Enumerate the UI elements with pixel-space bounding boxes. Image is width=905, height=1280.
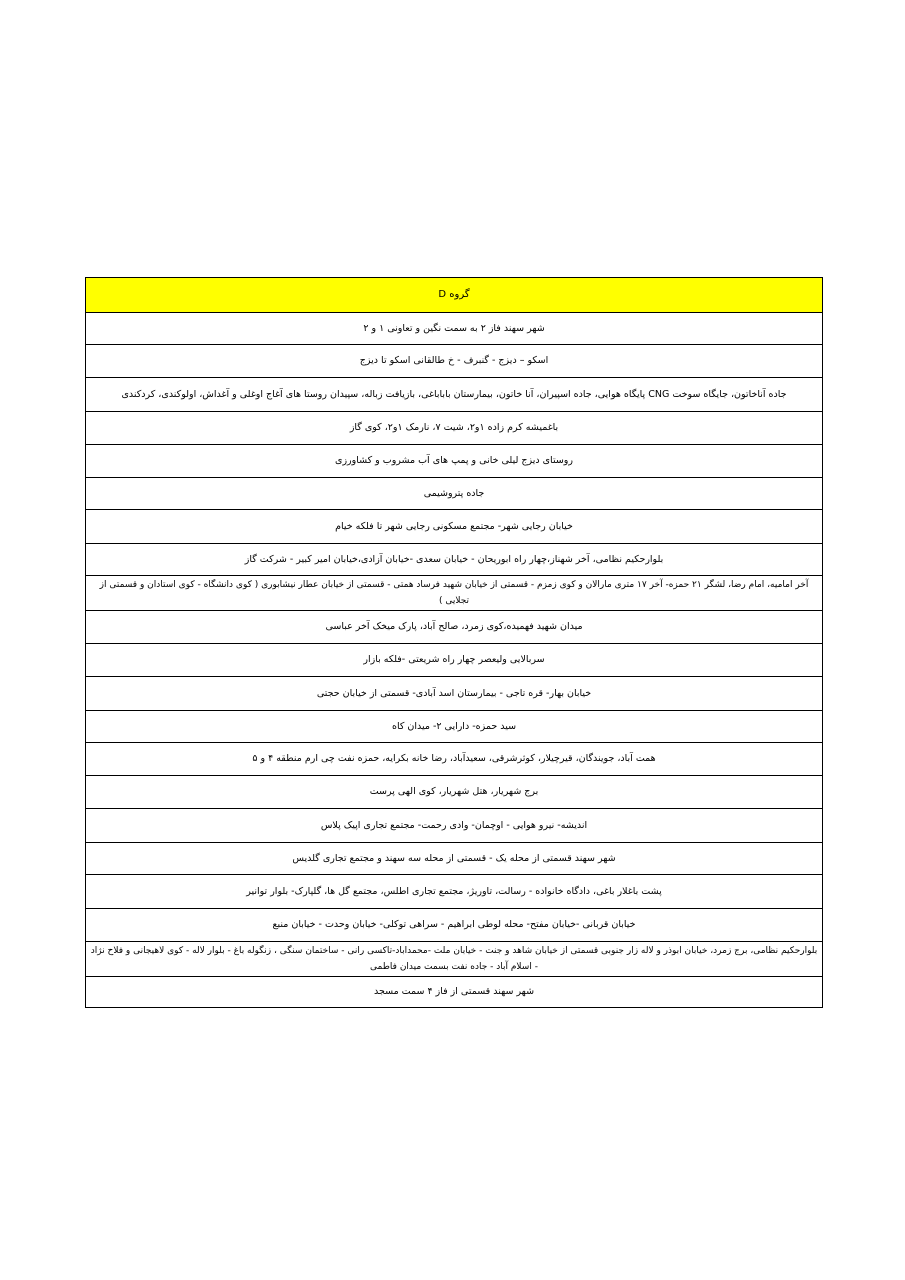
- table-row: [86, 808, 822, 842]
- table-row: [86, 377, 822, 411]
- row-text: بلوارحکیم نظامی، برج زمرد، خیابان ابوذر و لاله زار جنوبی قسمتی از خیابان شاهد و جنت - خیابان ملت -محمداباد-تاکسی رانی - ساختمان سنگی ، زنگوله باغ - بلوار لاله - کوی لاهیجانی و فلاح نژاد - اسلام آباد - جاده نفت بسمت میدان فاطمی: [90, 946, 818, 972]
- row-text: سید حمزه- دارایی ۲- میدان کاه: [391, 720, 517, 732]
- table-row: [86, 344, 822, 377]
- row-text: خیابان قربانی -خیابان مفتح- محله لوطی ابراهیم - سراهی توکلی- خیابان وحدت - خیابان منبع: [272, 919, 636, 930]
- table-row: [86, 842, 822, 874]
- row-text: شهر سهند قسمتی از فاز ۴ سمت مسجد: [373, 986, 535, 997]
- row-text: جاده آناخاتون، جایگاه سوخت CNG پایگاه هوایی، جاده اسپیران، آنا خاتون، بیمارستان باباباغی، بازیافت زباله، سپیدان روستا های آغاج اوغلی و آغداش، اولوکندی، کردکندی: [121, 388, 787, 400]
- row-text: همت آباد، جویندگان، قیرچیلار، کوثرشرقی، سعیدآباد، رضا خانه بکرایه، حمزه نفت چی ارم منطقه ۴ و ۵: [252, 753, 656, 764]
- row-text: آخر امامیه، امام رضا، لشگر ۲۱ حمزه- آخر ۱۷ متری مارالان و کوی زمزم - قسمتی از خیابان شهید فرساد همتی - قسمتی از خیابان عطار نیشابوری ( کوی دانشگاه - کوی استادان و قسمتی از تجلایی ): [99, 580, 809, 606]
- table-row: [86, 543, 822, 575]
- row-text: شهر سهند فاز ۲ به سمت نگین و تعاونی ۱ و ۲: [363, 322, 545, 334]
- row-text: اندیشه- نیرو هوایی - اوچمان- وادی رحمت- مجتمع تجاری اپیک پلاس: [320, 819, 588, 831]
- table-row: [86, 941, 822, 976]
- row-text: خیابان بهار- قره تاجی - بیمارستان اسد آبادی- قسمتی از خیابان حجتی: [316, 687, 592, 699]
- table-row: [86, 710, 822, 742]
- row-text: سربالایی ولیعصر چهار راه شریعتی -فلکه بازار: [363, 654, 545, 665]
- table-row: [86, 874, 822, 908]
- row-text: جاده پتروشیمی: [423, 487, 485, 499]
- table-row: [86, 312, 822, 344]
- table-row: [86, 411, 822, 444]
- group-header-label: گروه D: [438, 289, 470, 300]
- table-row: [86, 610, 822, 643]
- table-row: [86, 976, 822, 1007]
- table-row: [86, 908, 822, 941]
- table-row: [86, 742, 822, 775]
- table-row: [86, 444, 822, 477]
- row-text: شهر سهند قسمتی از محله یک - قسمتی از محله سه سهند و مجتمع تجاری گلدیس: [292, 852, 616, 864]
- row-text: بلوارحکیم نظامی، آخر شهناز،چهار راه ابوریحان - خیابان سعدی -خیابان آزادی،خیابان امیر کبیر - شرکت گاز: [244, 553, 664, 565]
- table-row: [86, 643, 822, 676]
- outage-group-table: [85, 277, 823, 1008]
- group-header: [86, 278, 822, 312]
- row-text: پشت باغلار باغی، دادگاه خانواده - رسالت، تاوریژ، مجتمع تجاری اطلس، مجتمع گل ها، گلپارک- بلوار توانیر: [246, 885, 662, 897]
- row-text: باغمیشه کرم زاده ۱و۲، شیت ۷، نارمک ۱و۲، کوی گاز: [349, 422, 559, 433]
- table-row: [86, 477, 822, 509]
- row-text: روستای دیزج لیلی خانی و پمپ های آب مشروب و کشاورزی: [335, 455, 573, 466]
- row-text: میدان شهید فهمیده،کوی زمرد، صالح آباد، پارک میخک آخر عباسی: [325, 621, 583, 632]
- row-text: برج شهریار، هتل شهریار، کوی الهی پرست: [369, 786, 539, 797]
- row-text: خیابان رجایی شهر- مجتمع مسکونی رجایی شهر تا فلکه خیام: [335, 520, 573, 532]
- table-row: [86, 575, 822, 610]
- table-row: [86, 509, 822, 543]
- table-row: [86, 775, 822, 808]
- row-text: اسکو – دیزج - گنبرف - خ طالقانی اسکو تا دیزج: [359, 355, 549, 366]
- table-row: [86, 676, 822, 710]
